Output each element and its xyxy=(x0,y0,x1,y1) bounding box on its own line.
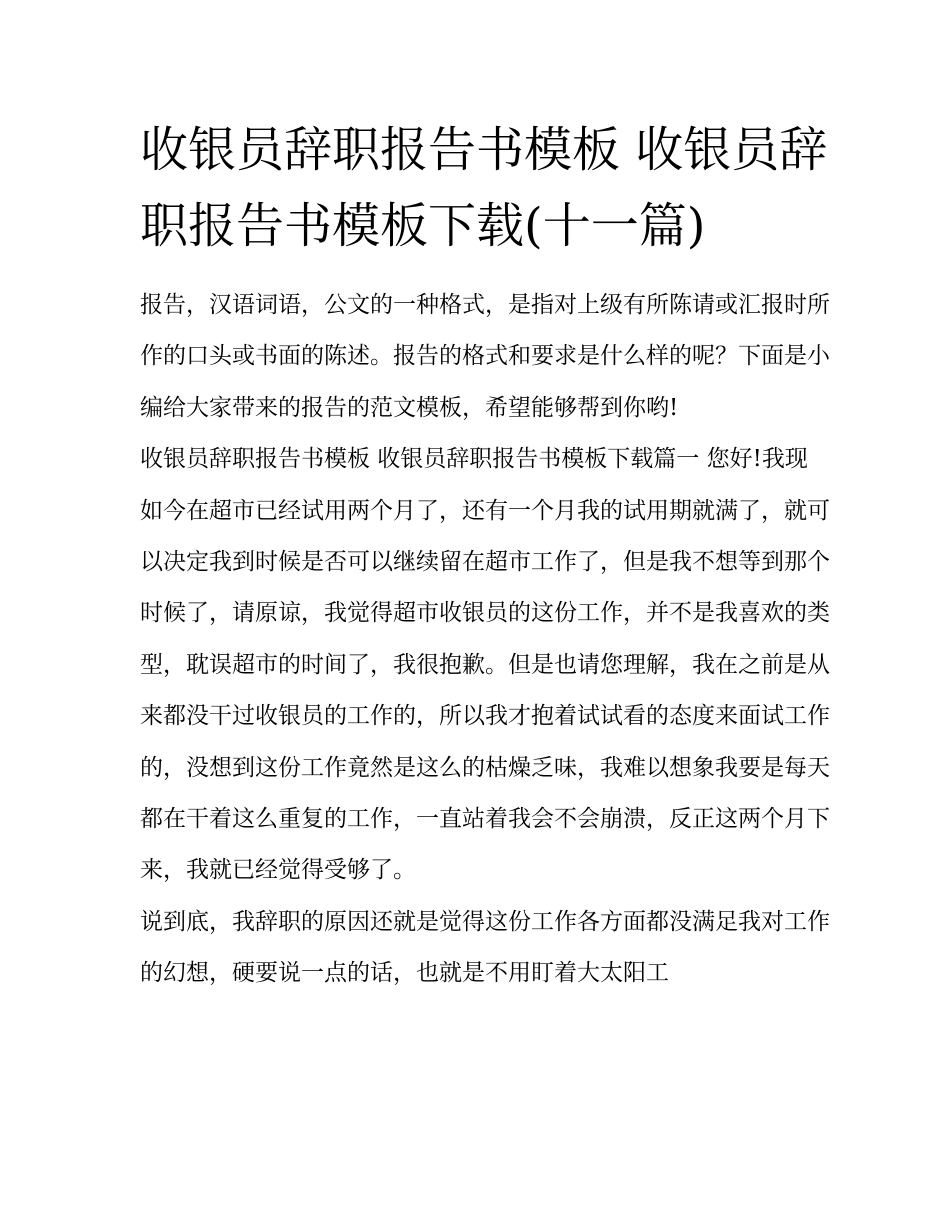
paragraph-letter: 收银员辞职报告书模板 收银员辞职报告书模板下载篇一 您好!我现如今在超市已经试用两个月了，还有一个月我的试用期就满了，就可以决定我到时候是否可以继续留在超市工作了，但是我不想等到那个时候了，请原谅，我觉得超市收银员的这份工作，并不是我喜欢的类型，耽误超市的时间了，我很抱歉。但是也请您理解，我在之前是从来都没干过收银员的工作的，所以我才抱着试试看的态度来面试工作的，没想到这份工作竟然是这么的枯燥乏味，我难以想象我要是每天都在干着这么重复的工作，一直站着我会不会崩溃，反正这两个月下来，我就已经觉得受够了。 xyxy=(140,446,830,884)
document-title: 收银员辞职报告书模板 收银员辞职报告书模板下载(十一篇) xyxy=(140,122,828,254)
paragraph-reason: 说到底，我辞职的原因还就是觉得这份工作各方面都没满足我对工作的幻想，硬要说一点的话，也就是不用盯着大太阳工 xyxy=(140,908,830,987)
paragraph-intro: 报告，汉语词语，公文的一种格式，是指对上级有所陈请或汇报时所作的口头或书面的陈述。报告的格式和要求是什么样的呢？下面是小编给大家带来的报告的范文模板，希望能够帮到你哟! xyxy=(140,292,830,421)
document-body xyxy=(140,280,830,1000)
